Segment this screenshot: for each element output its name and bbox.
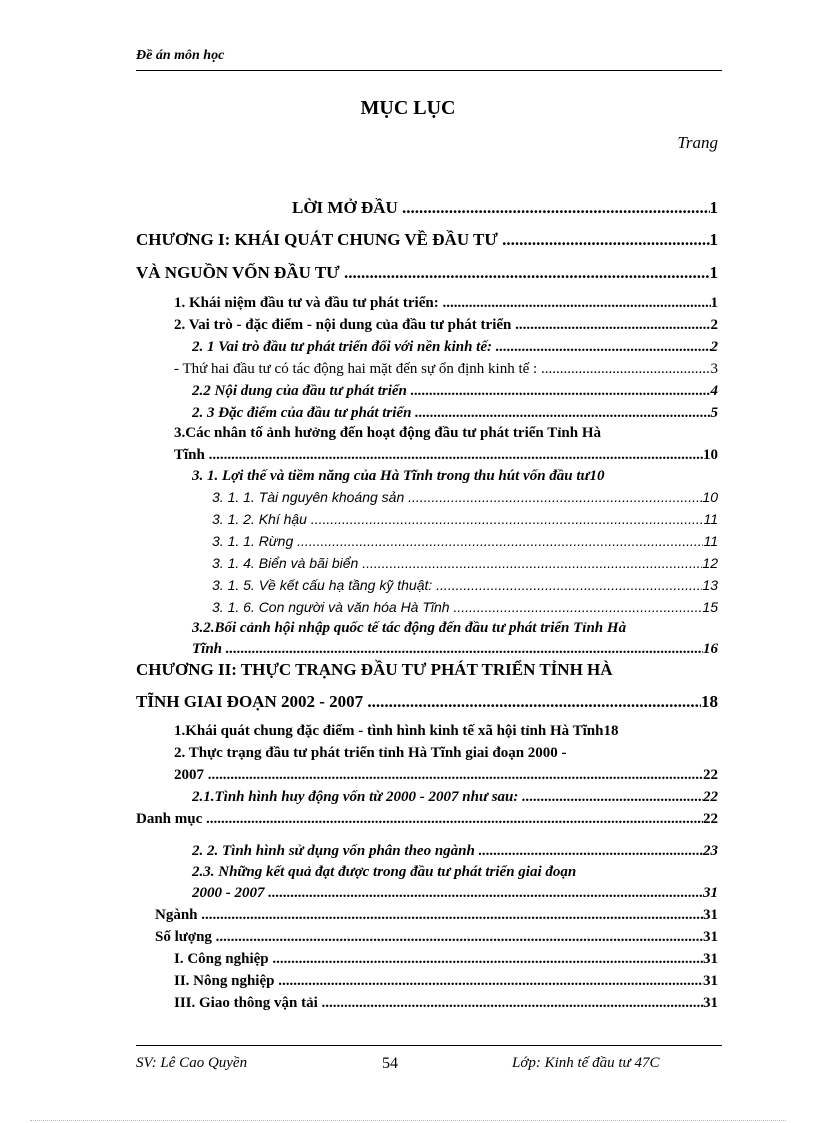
toc-entry-3-1-5[interactable]: 3. 1. 5. Về kết cấu hạ tầng kỹ thuật: ..... 13 [212,577,718,593]
toc-entry-2[interactable]: 2. Vai trò - đặc điểm - nội dung của đầu tư phát triển ..... 2 [174,317,718,334]
toc-entry-chuong-2[interactable]: CHƯƠNG II: THỰC TRẠNG ĐẦU TƯ PHÁT TRIỂN TỈNH HÀ [136,660,613,679]
toc-entry-so-luong[interactable]: Số lượng ..... 31 [155,929,718,946]
page-bottom-border [30,1120,786,1121]
toc-entry-1[interactable]: 1. Khái niệm đầu tư và đầu tư phát triển: ..... 1 [174,295,718,312]
footer-student: SV: Lê Cao Quyền [136,1055,248,1071]
toc-entry-chuong-2-cont[interactable]: TĨNH GIAI ĐOẠN 2002 - 2007 ..... 18 [136,692,718,712]
footer-class: Lớp: Kinh tế đầu tư 47C [512,1055,660,1071]
toc-entry-c2-2-2[interactable]: 2. 2. Tình hình sử dụng vốn phân theo ngành ..... 23 [192,843,718,860]
toc-entry-loi-mo-dau[interactable]: LỜI MỞ ĐẦU ..... 1 [292,198,718,218]
toc-entry-3-2[interactable]: 3.2.Bối cảnh hội nhập quốc tế tác động đến đầu tư phát triển Tỉnh Hà [192,620,627,636]
toc-entry-3-cont[interactable]: Tĩnh ..... 10 [174,447,718,464]
toc-entry-thu-hai[interactable]: - Thứ hai đầu tư có tác động hai mặt đến sự ổn định kinh tế : ..... 3 [174,361,718,378]
toc-entry-3-1-6[interactable]: 3. 1. 6. Con người và văn hóa Hà Tĩnh ..... 15 [212,599,718,615]
page-title: MỤC LỤC [360,97,456,119]
toc-entry-giao-thong[interactable]: III. Giao thông vận tải ..... 31 [174,995,718,1012]
toc-entry-3-1-1b[interactable]: 3. 1. 1. Rừng ..... 11 [212,533,718,549]
toc-entry-3-1[interactable]: 3. 1. Lợi thế và tiềm năng của Hà Tĩnh trong thu hút vốn đầu tư 10 [192,468,605,484]
toc-entry-2-3[interactable]: 2. 3 Đặc điểm của đầu tư phát triển ..... 5 [192,405,718,422]
toc-entry-3-1-4[interactable]: 3. 1. 4. Biển và bãi biển ..... 12 [212,555,718,571]
toc-entry-c2-2-3-cont[interactable]: 2000 - 2007 ..... 31 [192,885,718,902]
toc-entry-chuong-1-cont[interactable]: VÀ NGUỒN VỐN ĐẦU TƯ ..... 1 [136,263,718,283]
toc-entry-3-1-1[interactable]: 3. 1. 1. Tài nguyên khoáng sản ..... 10 [212,489,718,505]
toc-entry-2-1[interactable]: 2. 1 Vai trò đầu tư phát triển đối với nền kinh tế: ..... 2 [192,339,718,356]
toc-entry-nganh[interactable]: Ngành ..... 31 [155,907,718,924]
page-header [136,46,722,71]
toc-entry-nong-nghiep[interactable]: II. Nông nghiệp ..... 31 [174,973,718,990]
toc-entry-3-2-cont[interactable]: Tĩnh ..... 16 [192,641,718,658]
toc-entry-c2-2[interactable]: 2. Thực trạng đầu tư phát triển tỉnh Hà Tĩnh giai đoạn 2000 - [174,745,567,761]
toc-entry-3[interactable]: 3.Các nhân tố ảnh hưởng đến hoạt động đầu tư phát triển Tỉnh Hà [174,425,601,441]
trang-label: Trang [677,133,718,152]
toc-entry-2-2[interactable]: 2.2 Nội dung của đầu tư phát triển ..... 4 [192,383,718,400]
toc-entry-cong-nghiep[interactable]: I. Công nghiệp ..... 31 [174,951,718,968]
footer-page-number: 54 [382,1055,398,1072]
footer-divider [136,1045,722,1046]
toc-entry-3-1-2[interactable]: 3. 1. 2. Khí hậu ..... 11 [212,511,718,527]
toc-entry-c2-2-3[interactable]: 2.3. Những kết quả đạt được trong đầu tư phát triển giai đoạn [192,864,577,880]
header-text: Đề án môn học [136,48,225,63]
toc-entry-danh-muc[interactable]: Danh mục ..... 22 [136,811,718,828]
toc-entry-c2-2-cont[interactable]: 2007 ..... 22 [174,767,718,784]
toc-entry-c2-1[interactable]: 1.Khái quát chung đặc điểm - tình hình kinh tế xã hội tỉnh Hà Tĩnh 18 [174,723,619,739]
toc-entry-chuong-1[interactable]: CHƯƠNG I: KHÁI QUÁT CHUNG VỀ ĐẦU TƯ ..... 1 [136,230,718,250]
toc-entry-c2-2-1[interactable]: 2.1.Tình hình huy động vốn từ 2000 - 2007 như sau: ..... 22 [192,789,718,806]
